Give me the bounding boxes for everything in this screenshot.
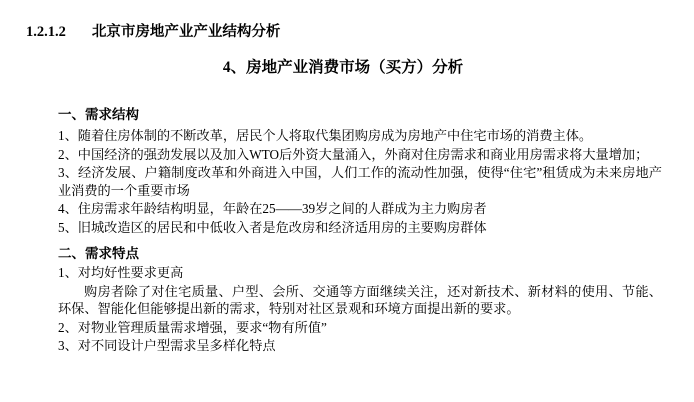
section-number: 1.2.1.2 [26, 24, 66, 40]
list-item: 3、经济发展、户籍制度改革和外商进入中国，人们工作的流动性加强，使得“住宅”租赁成为未来房地产业消费的一个重要市场 [58, 165, 662, 198]
page-title: 4、房地产业消费市场（买方）分析 [222, 59, 464, 76]
list-item: 5、旧城改造区的居民和中低收入者是危改房和经济适用房的主要购房群体 [58, 219, 487, 235]
list-item: 3、对不同设计户型需求呈多样化特点 [58, 338, 276, 353]
section-heading [26, 20, 670, 41]
list-item: 2、对物业管理质量需求增强，要求“物有所值” [58, 319, 327, 335]
subsection-heading-demand-structure: 一、需求结构 [58, 107, 139, 122]
list-item: 4、住房需求年龄结构明显，年龄在25——39岁之间的人群成为主力购房者 [58, 201, 487, 216]
subsection-heading-demand-features: 二、需求特点 [58, 246, 139, 261]
list-item: 1、随着住房体制的不断改革，居民个人将取代集团购房成为房地产中住宅市场的消费主体。 [58, 128, 593, 143]
list-item-paragraph: 购房者除了对住宅质量、户型、会所、交通等方面继续关注，还对新技术、新材料的使用、节能、环保、智能化但能够提出新的需求，特别对社区景观和环境方面提出新的要求。 [58, 283, 662, 316]
section-title: 北京市房地产业产业结构分析 [91, 24, 281, 40]
list-item: 2、中国经济的强劲发展以及加入WTO后外资大量涌入，外商对住房需求和商业用房需求将大量增加； [58, 146, 649, 162]
list-item: 1、对均好性要求更高 [58, 265, 184, 280]
document-body [26, 103, 670, 355]
